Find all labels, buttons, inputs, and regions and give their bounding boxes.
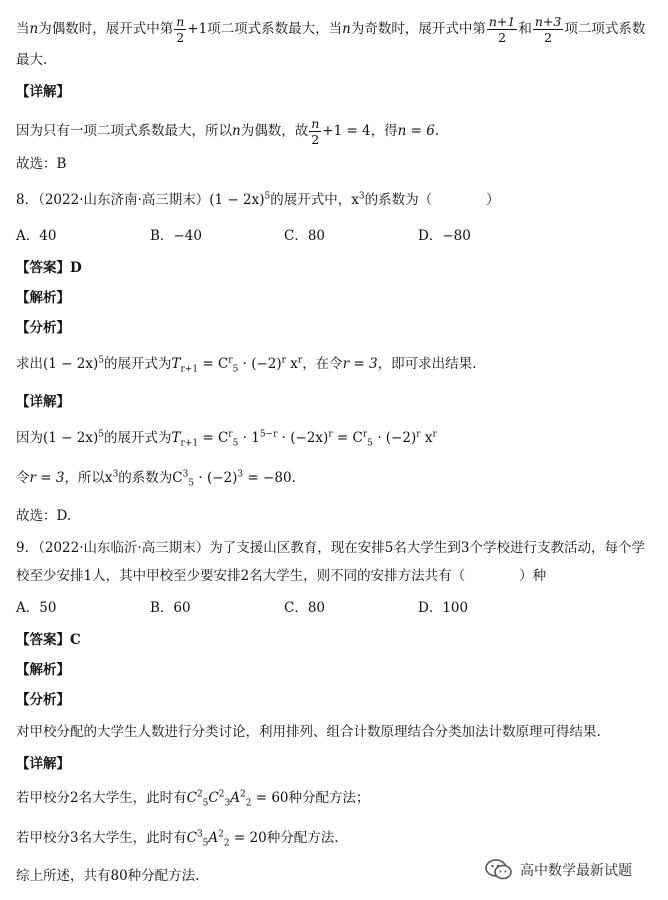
q9-option-a: A．50	[16, 600, 57, 616]
q8-detail-label: 【详解】	[16, 394, 70, 410]
fraction-n-plus-1-over-2: $\frac{n+1}{2}$	[488, 14, 516, 45]
watermark-text: 高中数学最新试题	[520, 863, 632, 879]
q8-detail-text: 因为$(1 - 2x)^5$的展开式为$T_{r+1} = C^r_5 \cdot 1^{5-r} \cdot (-2x)^r = C^r_5 \cdot (-2)^r$ $x^r$	[16, 429, 437, 449]
q9-summary: 综上所述，共有80种分配方法.	[16, 868, 200, 884]
fraction-n-plus-3-over-2: $\frac{n+3}{2}$	[534, 14, 562, 45]
q9-case-2: 若甲校分3名大学生，此时有$C^3_5A^2_2 = 20$种分配方法.	[16, 829, 339, 849]
q9-option-d: D．100	[418, 600, 469, 616]
q8-analysis-label: 【解析】	[16, 290, 70, 306]
q9-fenxi-label: 【分析】	[16, 692, 70, 708]
q8-option-a: A．40	[16, 228, 57, 244]
q8-fenxi-text: 求出$(1 - 2x)^5$的展开式为$T_{r+1} = C^r_5 \cdot (-2)^r$ $x^r$，在令r = 3，即可求出结果.	[16, 355, 477, 375]
q8-option-c: C．80	[284, 228, 326, 244]
q8-fenxi-label: 【分析】	[16, 320, 70, 336]
q8-answer: 【答案】D	[16, 260, 82, 276]
wechat-icon	[484, 857, 514, 883]
q9-fenxi-text: 对甲校分配的大学生人数进行分类讨论，利用排列、组合计数原理结合分类加法计数原理可得结果.	[16, 724, 601, 740]
q8-stem: 8．（2022·山东济南·高三期末）$(1 - 2x)^5$的展开式中，$x^3$的系数为（ ）	[16, 191, 500, 208]
intro-line-1: 当n为偶数时，展开式中第 $\frac{n}{2}$ +1项二项式系数最大，当n为奇数时，展开式中第 $\frac{n+1}{2}$ 和 $\frac{n+3}{2}$ 项二项式系数	[16, 14, 646, 45]
q8-option-b: B．−40	[150, 228, 202, 244]
intro-line-2: 最大.	[16, 52, 48, 68]
q9-option-c: C．80	[284, 600, 326, 616]
q7-detail-text: 因为只有一项二项式系数最大，所以n为偶数，故 $\frac{n}{2}$ +1 = 4，得n = 6.	[16, 116, 440, 147]
q7-detail-label: 【详解】	[16, 84, 70, 100]
q7-choice: 故选：B	[16, 156, 67, 172]
q9-case-1: 若甲校分2名大学生，此时有$C^2_5C^2_3A^2_2 = 60$种分配方法；	[16, 789, 370, 809]
q9-option-b: B．60	[150, 600, 191, 616]
q9-detail-label: 【详解】	[16, 756, 70, 772]
q9-stem-line-2: 校至少安排1人，其中甲校至少要安排2名大学生，则不同的安排方法共有（ ）种	[16, 568, 547, 584]
fraction-n-over-2: $\frac{n}{2}$	[176, 14, 185, 45]
q8-options	[16, 226, 552, 246]
q8-detail-text-2: 令r = 3，所以$x^3$的系数为$C^3_5 \cdot (-2)^3 = -80$.	[16, 469, 296, 489]
fraction-n-over-2: $\frac{n}{2}$	[311, 116, 320, 147]
q8-choice: 故选：D.	[16, 508, 72, 524]
q9-stem-line-1: 9．（2022·山东临沂·高三期末）为了支援山区教育，现在安排5名大学生到3个学校进行支教活动，每个学	[16, 540, 645, 556]
q9-options	[16, 598, 552, 618]
q9-analysis-label: 【解析】	[16, 662, 70, 678]
q8-option-d: D．−80	[418, 228, 471, 244]
watermark	[484, 855, 632, 885]
q9-answer: 【答案】C	[16, 632, 81, 648]
